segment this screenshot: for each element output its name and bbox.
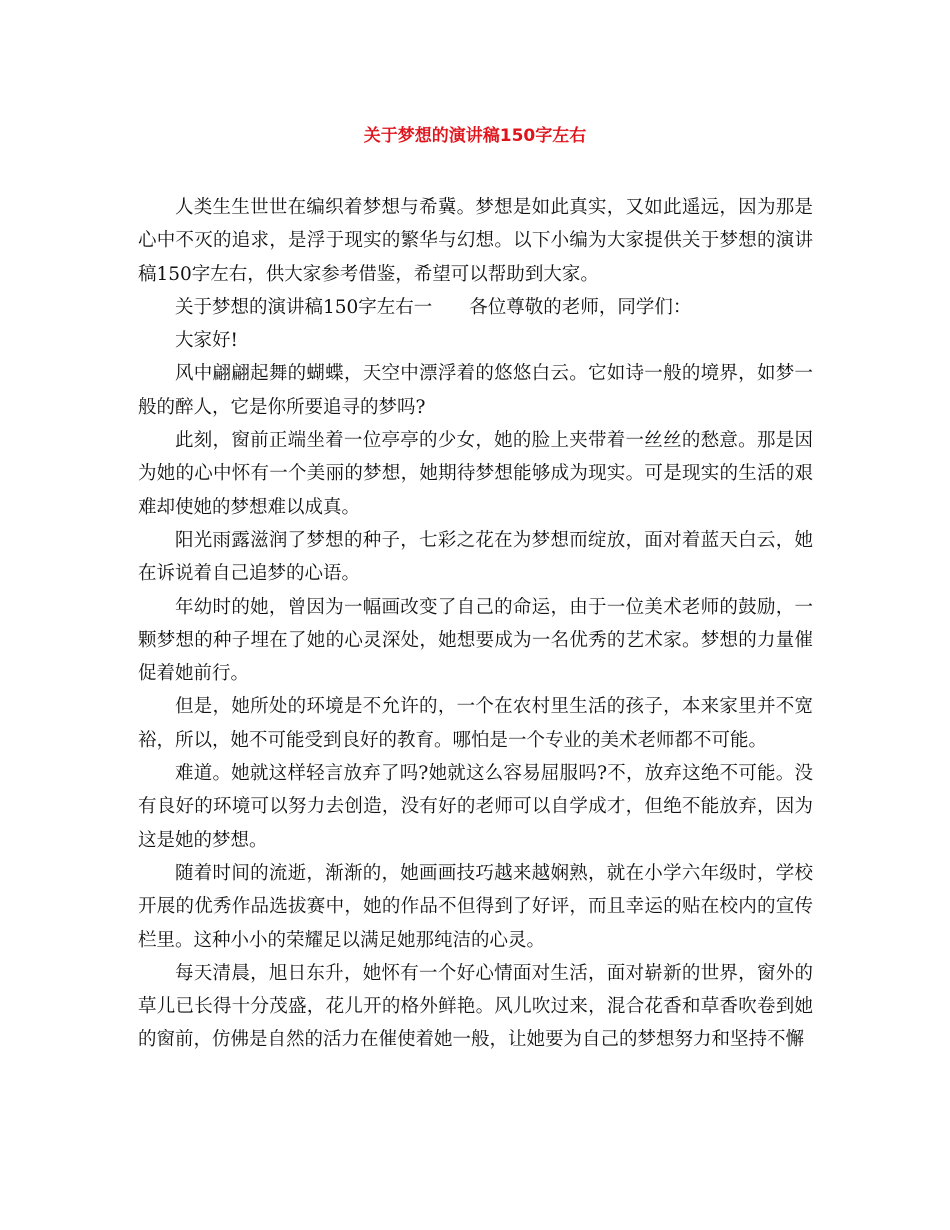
paragraph-greeting: 大家好!	[175, 330, 238, 352]
document-title: 关于梦想的演讲稿150字左右	[363, 126, 587, 146]
paragraph: 年幼时的她，曾因为一幅画改变了自己的命运，由于一位美术老师的鼓励，一颗梦想的种子埋在了她的心灵深处，她想要成为一名优秀的艺术家。梦想的力量催促着她前行。	[138, 596, 813, 685]
paragraph: 此刻，窗前正端坐着一位亭亭的少女，她的脸上夹带着一丝丝的愁意。那是因为她的心中怀有一个美丽的梦想，她期待梦想能够成为现实。可是现实的生活的艰难却使她的梦想难以成真。	[138, 430, 813, 518]
paragraph-intro: 人类生生世世在编织着梦想与希冀。梦想是如此真实，又如此遥远，因为那是心中不灭的追求，是浮于现实的繁华与幻想。以下小编为大家提供关于梦想的演讲稿150字左右，供大家参考借鉴，希望可以帮助到大家。	[138, 197, 813, 285]
paragraph-speech-heading: 关于梦想的演讲稿150字左右一 各位尊敬的老师，同学们：	[175, 296, 692, 318]
paragraph: 随着时间的流逝，渐渐的，她画画技巧越来越娴熟，就在小学六年级时，学校开展的优秀作品选拔赛中，她的作品不但得到了好评，而且幸运的贴在校内的宣传栏里。这种小小的荣耀足以满足她那纯洁的心灵。	[138, 862, 813, 951]
paragraph: 每天清晨，旭日东升，她怀有一个好心情面对生活，面对崭新的世界，窗外的草儿已长得十分茂盛，花儿开的格外鲜艳。风儿吹过来，混合花香和草香吹卷到她的窗前，仿佛是自然的活力在催使着她一般，让她要为自己的梦想努力和坚持不懈	[138, 962, 813, 1051]
paragraph: 阳光雨露滋润了梦想的种子，七彩之花在为梦想而绽放，面对着蓝天白云，她在诉说着自己追梦的心语。	[138, 529, 813, 585]
paragraph: 风中翩翩起舞的蝴蝶，天空中漂浮着的悠悠白云。它如诗一般的境界，如梦一般的醉人，它是你所要追寻的梦吗?	[138, 363, 813, 418]
paragraph: 但是，她所处的环境是不允许的，一个在农村里生活的孩子，本来家里并不宽裕，所以，她不可能受到良好的教育。哪怕是一个专业的美术老师都不可能。	[138, 696, 813, 751]
document-body	[138, 191, 813, 1057]
paragraph: 难道。她就这样轻言放弃了吗?她就这么容易屈服吗?不，放弃这绝不可能。没有良好的环境可以努力去创造，没有好的老师可以自学成才，但绝不能放弃，因为这是她的梦想。	[138, 763, 813, 851]
